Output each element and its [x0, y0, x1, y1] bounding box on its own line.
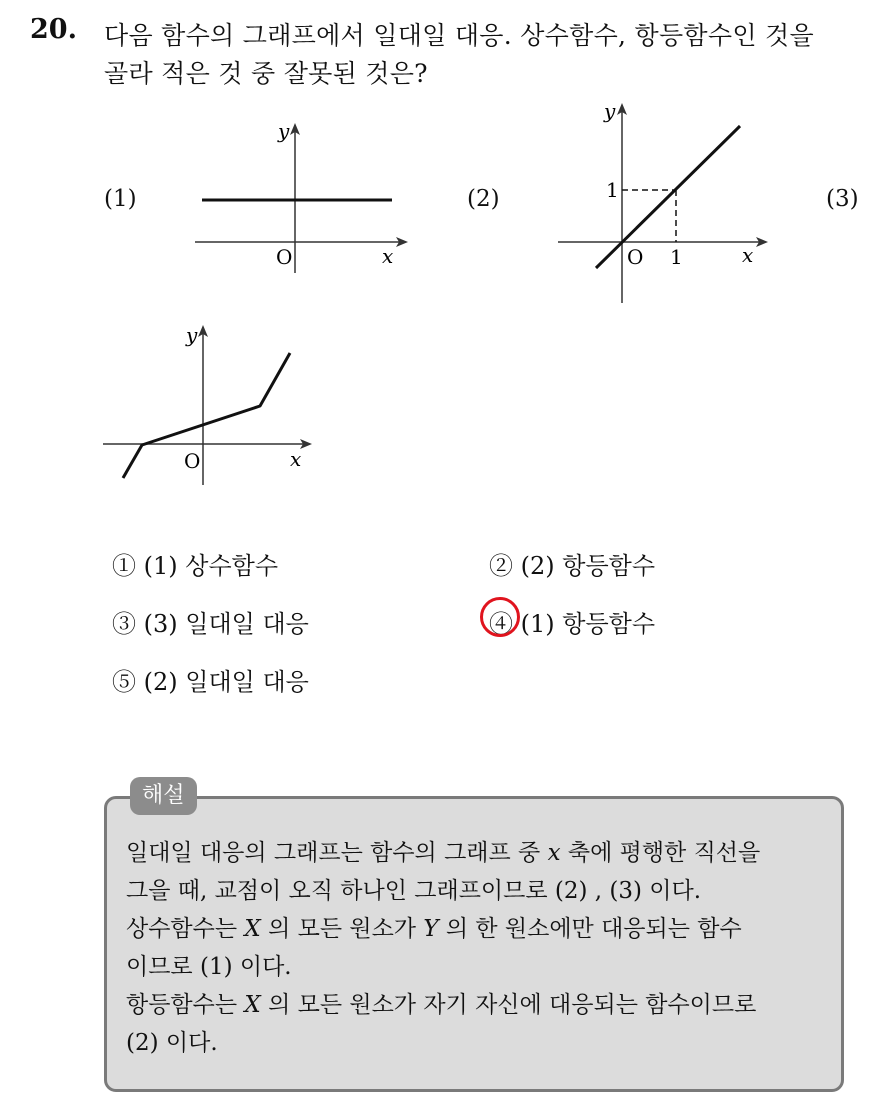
explanation-line1 — [126, 834, 760, 867]
answer-circle-mark — [480, 597, 520, 637]
graph-3-x-label: x — [290, 447, 302, 471]
graph-3-piecewise — [98, 320, 328, 492]
choice-1[interactable] — [112, 546, 278, 581]
graph-1-constant — [190, 118, 420, 278]
explanation-line3-X: X — [244, 916, 261, 942]
graph-label-1: (1) — [104, 186, 137, 212]
choice-2-mark: ② — [489, 552, 513, 580]
choice-1-mark: ① — [112, 552, 136, 580]
graph-2-origin: O — [627, 245, 644, 269]
explanation-line3-a: 상수함수는 — [126, 916, 245, 942]
explanation-line3-c: 의 한 원소에만 대응되는 함수 — [438, 916, 742, 942]
explanation-line4: 이므로 (1) 이다. — [126, 954, 292, 980]
graph-1-x-label: x — [382, 244, 394, 268]
graph-2-x-label: x — [742, 243, 754, 267]
explanation-line1-b: 축에 평행한 직선을 — [560, 840, 761, 866]
graph-3-line — [123, 353, 290, 478]
explanation-line1-a: 일대일 대응의 그래프는 함수의 그래프 중 — [126, 840, 548, 866]
choice-5-mark: ⑤ — [112, 668, 136, 696]
graph-label-3: (3) — [826, 186, 859, 212]
explanation-tag: 해설 — [130, 777, 197, 815]
explanation-line3-Y: Y — [423, 916, 439, 942]
graph-3-origin: O — [184, 449, 201, 473]
graph-3-y-label: y — [186, 323, 198, 347]
explanation-line2: 그을 때, 교점이 오직 하나인 그래프이므로 (2) , (3) 이다. — [126, 878, 702, 904]
choice-1-text: (1) 상수함수 — [143, 552, 279, 580]
choice-3-mark: ③ — [112, 610, 136, 638]
graph-2-identity — [552, 98, 782, 308]
choice-4-mark: ④ — [489, 610, 513, 638]
explanation-line5-X: X — [244, 992, 261, 1018]
choice-2[interactable] — [489, 546, 655, 581]
graph-1-origin: O — [276, 245, 293, 269]
explanation-line5-a: 항등함수는 — [126, 992, 245, 1018]
explanation-line6: (2) 이다. — [126, 1030, 218, 1056]
explanation-line3-b: 의 모든 원소가 — [260, 916, 424, 942]
graph-2-tick-x1: 1 — [670, 245, 683, 269]
explanation-line1-x: x — [547, 840, 561, 866]
graph-2-tick-y1: 1 — [606, 178, 619, 202]
choice-3[interactable] — [112, 604, 309, 639]
choice-3-text: (3) 일대일 대응 — [143, 610, 309, 638]
question-number: 20. — [30, 14, 77, 45]
graph-2-y-label: y — [604, 99, 616, 123]
graph-label-2: (2) — [467, 186, 500, 212]
question-text-line2: 골라 적은 것 중 잘못된 것은? — [104, 59, 428, 88]
explanation-line5-b: 의 모든 원소가 자기 자신에 대응되는 함수이므로 — [260, 992, 757, 1018]
choice-5-text: (2) 일대일 대응 — [143, 668, 309, 696]
choice-5[interactable] — [112, 662, 309, 697]
choice-4-text: (1) 항등함수 — [520, 610, 656, 638]
explanation-line5 — [126, 986, 756, 1019]
question-text-line1: 다음 함수의 그래프에서 일대일 대응. 상수함수, 항등함수인 것을 — [104, 21, 814, 50]
choice-2-text: (2) 항등함수 — [520, 552, 656, 580]
explanation-line3 — [126, 910, 742, 943]
graph-1-y-label: y — [278, 119, 290, 143]
